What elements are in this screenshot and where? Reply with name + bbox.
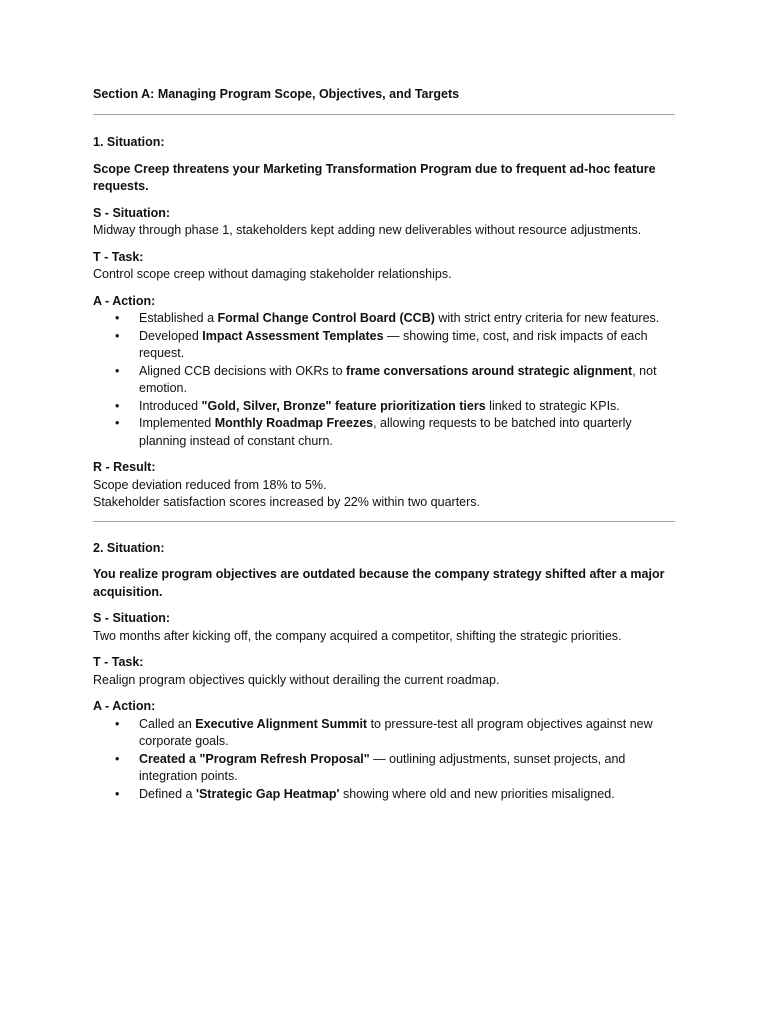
- situation-label: S - Situation:: [93, 205, 171, 220]
- action-text: Called an: [139, 716, 196, 731]
- result-line: Scope deviation reduced from 18% to 5%.: [93, 477, 327, 492]
- action-block: [93, 698, 675, 803]
- action-item: [93, 363, 675, 398]
- action-text: — showing time, cost, and risk impacts of each request.: [139, 328, 648, 360]
- section-heading: 1. Situation:: [93, 135, 165, 149]
- situation-block: [93, 205, 675, 240]
- action-item: [93, 310, 675, 328]
- bullet-icon: •: [115, 311, 120, 325]
- action-text: Introduced: [139, 398, 202, 413]
- document-title: Section A: Managing Program Scope, Objectives, and Targets: [93, 87, 460, 101]
- action-text: , not emotion.: [139, 363, 657, 395]
- action-item: [93, 398, 675, 416]
- task-block: [93, 249, 675, 284]
- bullet-icon: •: [115, 363, 120, 378]
- result-label: R - Result:: [93, 460, 156, 474]
- result-block: [93, 459, 675, 512]
- task-label: T - Task:: [93, 249, 144, 264]
- divider: [93, 114, 675, 115]
- action-text: Aligned CCB decisions with OKRs to: [139, 363, 347, 378]
- action-text: Developed: [139, 328, 203, 343]
- action-text: , allowing requests to be batched into quarterly planning instead of constant churn.: [139, 416, 632, 448]
- action-list: [93, 716, 675, 804]
- section-heading: 2. Situation:: [93, 540, 165, 555]
- divider: [93, 521, 675, 522]
- action-emphasis: "Gold, Silver, Bronze" feature prioritization tiers: [201, 398, 486, 413]
- bullet-icon: •: [115, 751, 120, 766]
- action-emphasis: Formal Change Control Board (CCB): [217, 311, 435, 325]
- situation-block: [93, 610, 675, 645]
- task-text: Realign program objectives quickly without derailing the current roadmap.: [93, 672, 500, 687]
- situation-statement: Scope Creep threatens your Marketing Transformation Program due to frequent ad-hoc feature requests.: [93, 161, 656, 193]
- situation-section-2: [93, 540, 675, 804]
- bullet-icon: •: [115, 328, 120, 343]
- action-item: [93, 716, 675, 751]
- situation-statement: You realize program objectives are outdated because the company strategy shifted after a major acquisition.: [93, 567, 665, 599]
- action-emphasis: frame conversations around strategic alignment: [346, 363, 633, 378]
- situation-section-1: [93, 134, 675, 512]
- bullet-icon: •: [115, 398, 120, 413]
- action-text: — outlining adjustments, sunset projects, and integration points.: [139, 751, 626, 783]
- action-item: [93, 751, 675, 786]
- action-text: to pressure-test all program objectives against new corporate goals.: [139, 716, 653, 748]
- action-item: [93, 786, 675, 804]
- action-emphasis: 'Strategic Gap Heatmap': [195, 786, 340, 801]
- situation-label: S - Situation:: [93, 611, 171, 625]
- situation-text: Two months after kicking off, the company acquired a competitor, shifting the strategic priorities.: [93, 628, 622, 643]
- task-text: Control scope creep without damaging stakeholder relationships.: [93, 267, 452, 281]
- action-label: A - Action:: [93, 699, 156, 713]
- action-emphasis: Executive Alignment Summit: [195, 716, 368, 731]
- result-line: Stakeholder satisfaction scores increased by 22% within two quarters.: [93, 495, 480, 509]
- bullet-icon: •: [115, 786, 120, 801]
- action-block: [93, 293, 675, 451]
- action-text: Implemented: [139, 416, 215, 430]
- action-text: Established a: [139, 311, 218, 325]
- action-item: [93, 328, 675, 363]
- action-text: with strict entry criteria for new features.: [434, 311, 660, 325]
- action-emphasis: Monthly Roadmap Freezes: [214, 416, 374, 430]
- action-text: showing where old and new priorities misaligned.: [339, 786, 615, 801]
- bullet-icon: •: [115, 716, 120, 731]
- situation-text: Midway through phase 1, stakeholders kept adding new deliverables without resource adjustments.: [93, 223, 642, 237]
- action-list: [93, 310, 675, 450]
- task-label: T - Task:: [93, 655, 144, 669]
- bullet-icon: •: [115, 416, 120, 430]
- action-text: linked to strategic KPIs.: [485, 398, 620, 413]
- task-block: [93, 654, 675, 689]
- action-item: [93, 415, 675, 450]
- document-content: [93, 86, 675, 803]
- action-label: A - Action:: [93, 293, 156, 308]
- action-text: Defined a: [139, 786, 196, 801]
- action-emphasis: Impact Assessment Templates: [202, 328, 384, 343]
- action-emphasis: Created a "Program Refresh Proposal": [139, 751, 370, 766]
